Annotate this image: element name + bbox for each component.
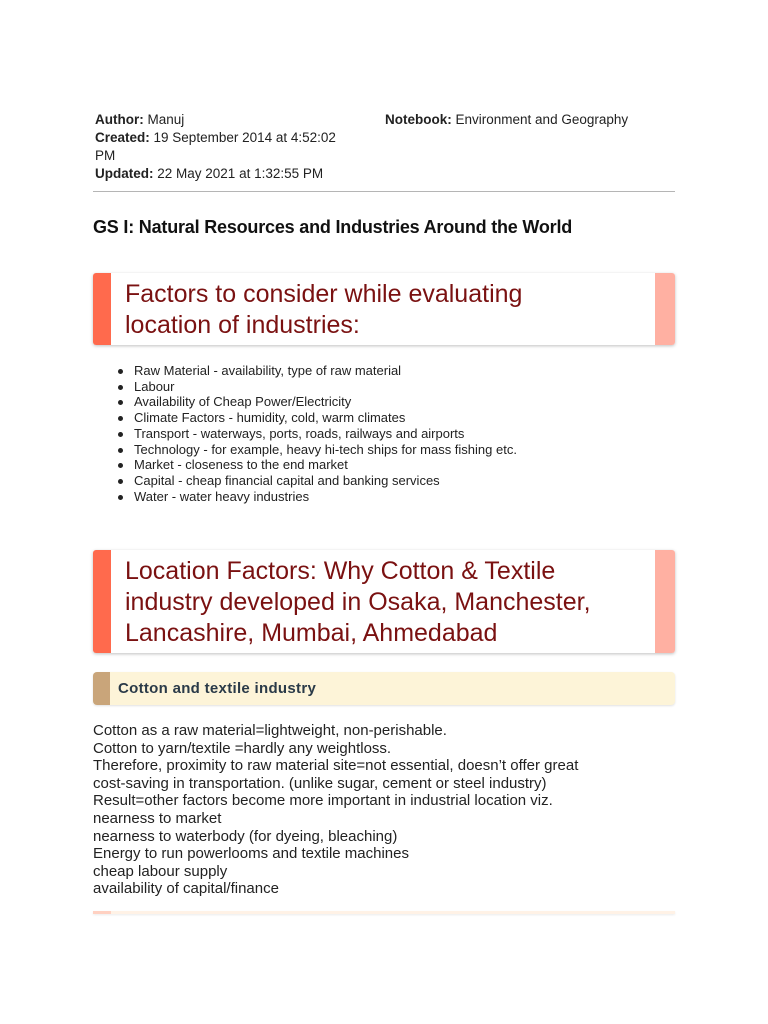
- text-line: nearness to waterbody (for dyeing, bleaching): [93, 827, 398, 845]
- list-item: Water - water heavy industries: [115, 489, 517, 505]
- section-heading-factors: [93, 273, 675, 345]
- heading-line: industry developed in Osaka, Manchester,: [125, 588, 591, 616]
- list-item: Capital - cheap financial capital and banking services: [115, 473, 517, 489]
- cotton-body-text: [93, 722, 673, 898]
- factors-list: [115, 363, 517, 504]
- notebook-line: [385, 111, 685, 129]
- list-item: Market - closeness to the end market: [115, 457, 517, 473]
- callout-accent-bar: [93, 273, 111, 345]
- text-line: Cotton as a raw material=lightweight, non-perishable.: [93, 722, 447, 739]
- author-label: Author:: [95, 112, 144, 127]
- author-line: [95, 111, 365, 129]
- list-item: Transport - waterways, ports, roads, railways and airports: [115, 426, 517, 442]
- notebook-label: Notebook:: [385, 112, 452, 127]
- subsection-accent-bar: [93, 672, 110, 705]
- list-item: Raw Material - availability, type of raw material: [115, 363, 517, 379]
- heading-line: Factors to consider while evaluating: [125, 280, 523, 308]
- subsection-title: Cotton and textile industry: [118, 680, 317, 697]
- text-line: cost-saving in transportation. (unlike sugar, cement or steel industry): [93, 774, 547, 792]
- updated-label: Updated:: [95, 166, 154, 181]
- author-value: Manuj: [147, 112, 185, 127]
- section-heading-text: [93, 273, 675, 345]
- heading-line: location of industries:: [125, 311, 360, 339]
- section-heading-location-factors: [93, 550, 675, 653]
- metadata-left-column: [95, 111, 365, 183]
- callout-accent-bar-right: [655, 273, 675, 345]
- text-line: Therefore, proximity to raw material site=not essential, doesn’t offer great: [93, 757, 579, 775]
- metadata-right-column: [385, 111, 685, 129]
- created-value-cont: PM: [95, 148, 116, 163]
- text-line: Result=other factors become more important in industrial location viz.: [93, 792, 553, 810]
- callout-accent-bar-right: [655, 550, 675, 653]
- list-item: Climate Factors - humidity, cold, warm climates: [115, 410, 517, 426]
- page-title: GS I: Natural Resources and Industries Around the World: [93, 217, 573, 237]
- created-label: Created:: [95, 130, 150, 145]
- text-line: cheap labour supply: [93, 862, 228, 880]
- created-value: 19 September 2014 at 4:52:02: [153, 130, 336, 145]
- next-section-accent-bar: [93, 911, 111, 914]
- notebook-value: Environment and Geography: [455, 112, 629, 127]
- text-line: Cotton to yarn/textile =hardly any weightloss.: [93, 739, 392, 757]
- section-heading-text: [93, 550, 675, 653]
- updated-line: [95, 165, 365, 183]
- callout-accent-bar: [93, 550, 111, 653]
- text-line: nearness to market: [93, 809, 222, 827]
- text-line: Energy to run powerlooms and textile machines: [93, 845, 409, 863]
- heading-line: Location Factors: Why Cotton & Textile: [125, 557, 556, 585]
- created-line: [95, 129, 365, 165]
- list-item: Technology - for example, heavy hi-tech ships for mass fishing etc.: [115, 442, 517, 458]
- heading-line: Lancashire, Mumbai, Ahmedabad: [125, 619, 498, 647]
- next-section-edge: [93, 911, 675, 914]
- list-item: Labour: [115, 379, 517, 395]
- updated-value: 22 May 2021 at 1:32:55 PM: [157, 166, 324, 181]
- text-line: availability of capital/finance: [93, 880, 279, 898]
- header-divider: [93, 191, 675, 192]
- subsection-heading-cotton: [93, 672, 675, 705]
- list-item: Availability of Cheap Power/Electricity: [115, 394, 517, 410]
